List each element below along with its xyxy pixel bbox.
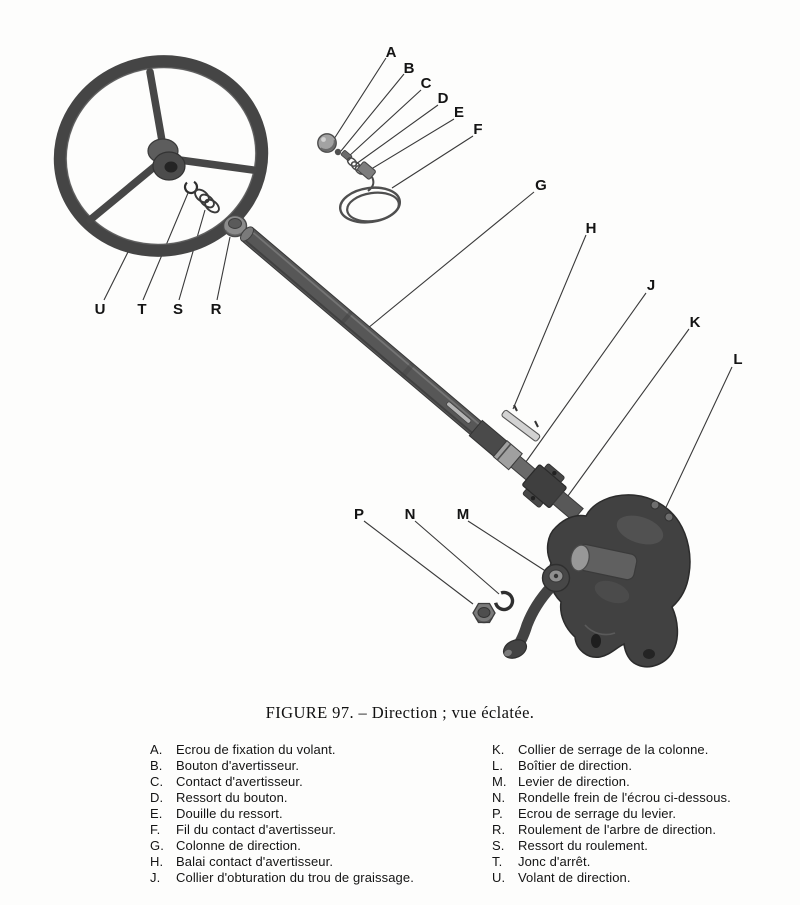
- callout-H: H: [585, 220, 597, 237]
- legend-key: P.: [492, 806, 503, 821]
- legend-text: Colonne de direction.: [176, 838, 301, 853]
- legend-key: T.: [492, 854, 503, 869]
- snap-ring: [183, 179, 199, 195]
- legend-text: Boîtier de direction.: [518, 758, 633, 773]
- legend-item-U: [492, 870, 792, 886]
- legend-text: Roulement de l'arbre de direction.: [518, 822, 717, 837]
- callout-B: B: [403, 60, 415, 77]
- legend-key: B.: [150, 758, 163, 773]
- legend-text: Douille du ressort.: [176, 806, 283, 821]
- leader-S: [179, 210, 205, 300]
- legend-text: Jonc d'arrêt.: [518, 854, 591, 869]
- legend-item-D: [150, 790, 480, 806]
- legend-key: D.: [150, 790, 164, 805]
- leader-N: [415, 521, 499, 594]
- legend-item-F: [150, 822, 480, 838]
- leader-D: [356, 105, 438, 164]
- callout-P: P: [353, 506, 365, 523]
- legend-item-T: [492, 854, 792, 870]
- callout-S: S: [172, 301, 184, 318]
- callout-L: L: [733, 351, 743, 368]
- legend-key: K.: [492, 742, 505, 757]
- leader-U: [104, 252, 128, 300]
- callout-F: F: [473, 121, 483, 138]
- legend-item-E: [150, 806, 480, 822]
- mounting-hole-left: [591, 634, 601, 648]
- legend-key: U.: [492, 870, 506, 885]
- legend-key: S.: [492, 838, 505, 853]
- callout-A: A: [385, 44, 397, 61]
- callout-T: T: [137, 301, 147, 318]
- legend-key: N.: [492, 790, 506, 805]
- leader-M: [468, 521, 547, 572]
- callout-R: R: [210, 301, 222, 318]
- legend-item-R: [492, 822, 792, 838]
- legend-key: E.: [150, 806, 163, 821]
- horn-wire-coil-inner: [345, 190, 400, 225]
- mounting-hole-right: [643, 649, 655, 659]
- bearing-spring: [193, 187, 222, 215]
- horn-button: [335, 149, 341, 155]
- gearbox-stud-2: [665, 513, 673, 521]
- leader-F: [392, 136, 473, 188]
- legend-key: M.: [492, 774, 507, 789]
- legend-item-A: [150, 742, 480, 758]
- leader-K: [565, 329, 689, 500]
- horn-contact: [341, 150, 353, 161]
- legend-text: Levier de direction.: [518, 774, 630, 789]
- legend-text: Ecrou de serrage du levier.: [518, 806, 677, 821]
- legend-text: Balai contact d'avertisseur.: [176, 854, 334, 869]
- callout-J: J: [646, 277, 656, 294]
- legend-text: Bouton d'avertisseur.: [176, 758, 300, 773]
- legend-item-L: [492, 758, 792, 774]
- legend-text: Fil du contact d'avertisseur.: [176, 822, 337, 837]
- legend-text: Collier d'obturation du trou de graissage.: [176, 870, 414, 885]
- legend-key: J.: [150, 870, 161, 885]
- lock-washer: [493, 590, 515, 612]
- pitman-arm: [501, 565, 570, 662]
- callout-D: D: [437, 90, 449, 107]
- legend-item-P: [492, 806, 792, 822]
- legend-key: C.: [150, 774, 164, 789]
- legend-text: Ecrou de fixation du volant.: [176, 742, 336, 757]
- legend-item-N: [492, 790, 792, 806]
- legend-item-B: [150, 758, 480, 774]
- legend-key: G.: [150, 838, 164, 853]
- legend-item-S: [492, 838, 792, 854]
- leader-P: [364, 521, 473, 604]
- legend-text: Rondelle frein de l'écrou ci-dessous.: [518, 790, 731, 805]
- pitman-arm-shank: [516, 587, 551, 648]
- leader-J: [523, 293, 646, 466]
- steering-column: [231, 216, 591, 530]
- legend-item-K: [492, 742, 792, 758]
- legend-key: F.: [150, 822, 161, 837]
- legend-text: Volant de direction.: [518, 870, 631, 885]
- legend-item-M: [492, 774, 792, 790]
- legend-text: Contact d'avertisseur.: [176, 774, 303, 789]
- legend-key: R.: [492, 822, 506, 837]
- legend-text: Ressort du bouton.: [176, 790, 288, 805]
- horn-brush-contact: [501, 405, 541, 442]
- callout-N: N: [404, 506, 416, 523]
- horn-parts-cluster: [318, 134, 402, 226]
- legend-text: Ressort du roulement.: [518, 838, 648, 853]
- callout-G: G: [535, 177, 547, 194]
- callout-U: U: [94, 301, 106, 318]
- legend-item-G: [150, 838, 480, 854]
- callout-M: M: [456, 506, 470, 523]
- legend-item-H: [150, 854, 480, 870]
- legend-key: H.: [150, 854, 164, 869]
- lever-nut: [473, 604, 495, 623]
- legend-item-J: [150, 870, 480, 886]
- gearbox-stud-1: [651, 501, 659, 509]
- callout-letters: [95, 44, 743, 523]
- callout-C: C: [420, 75, 432, 92]
- legend-right-column: [492, 742, 792, 886]
- callout-E: E: [453, 104, 465, 121]
- legend-key: A.: [150, 742, 163, 757]
- figure-caption: FIGURE 97. – Direction ; vue éclatée.: [265, 703, 535, 722]
- wheel-hub-bore: [165, 162, 178, 173]
- leader-H: [513, 235, 586, 409]
- leader-R: [217, 237, 230, 300]
- legend-text: Collier de serrage de la colonne.: [518, 742, 709, 757]
- leader-A: [334, 58, 386, 139]
- wheel-nut-highlight: [321, 137, 326, 142]
- legend-left-column: [150, 742, 480, 886]
- callout-K: K: [689, 314, 701, 331]
- legend-key: L.: [492, 758, 504, 773]
- legend-item-C: [150, 774, 480, 790]
